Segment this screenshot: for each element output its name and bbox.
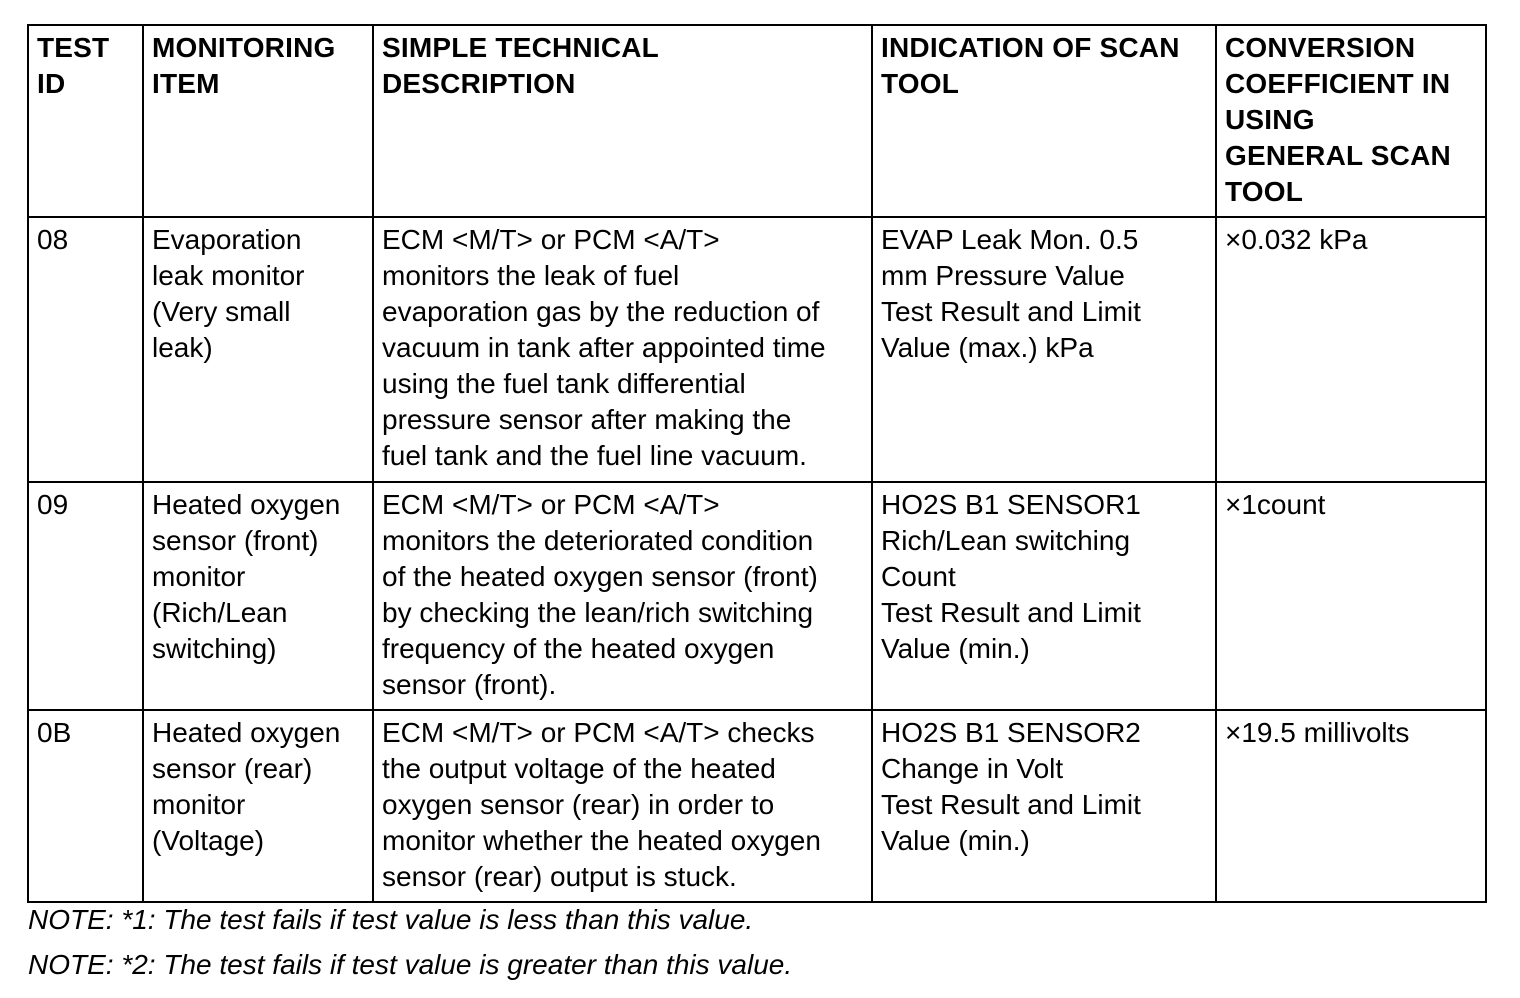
- cell-scan-tool-indication: HO2S B1 SENSOR2 Change in Volt Test Result and Limit Value (min.): [872, 710, 1216, 902]
- cell-conversion-coefficient: ×1count: [1216, 482, 1486, 710]
- notes-section: [28, 902, 1488, 992]
- cell-monitoring-item: Heated oxygen sensor (front) monitor (Rich/Lean switching): [143, 482, 373, 710]
- cell-scan-tool-indication: HO2S B1 SENSOR1 Rich/Lean switching Count Test Result and Limit Value (min.): [872, 482, 1216, 710]
- table-row: [28, 710, 1486, 902]
- header-test-id: TEST ID: [28, 25, 143, 217]
- cell-monitoring-item: Evaporation leak monitor (Very small leak): [143, 217, 373, 482]
- monitoring-spec-table: [27, 24, 1487, 903]
- cell-test-id: 0B: [28, 710, 143, 902]
- table-row: [28, 217, 1486, 482]
- cell-technical-description: ECM <M/T> or PCM <A/T> monitors the leak of fuel evaporation gas by the reduction of vacuum in tank after appointed time using the fuel tank differential pressure sensor after making the fuel tank and the fuel line vacuum.: [373, 217, 872, 482]
- cell-technical-description: ECM <M/T> or PCM <A/T> monitors the deteriorated condition of the heated oxygen sensor (front) by checking the lean/rich switching frequency of the heated oxygen sensor (front).: [373, 482, 872, 710]
- cell-conversion-coefficient: ×19.5 millivolts: [1216, 710, 1486, 902]
- cell-conversion-coefficient: ×0.032 kPa: [1216, 217, 1486, 482]
- note-2: NOTE: *2: The test fails if test value is greater than this value.: [28, 949, 793, 980]
- cell-test-id: 09: [28, 482, 143, 710]
- cell-scan-tool-indication: EVAP Leak Mon. 0.5 mm Pressure Value Test Result and Limit Value (max.) kPa: [872, 217, 1216, 482]
- cell-monitoring-item: Heated oxygen sensor (rear) monitor (Voltage): [143, 710, 373, 902]
- header-monitoring-item: MONITORING ITEM: [143, 25, 373, 217]
- table-row: [28, 482, 1486, 710]
- header-technical-description: SIMPLE TECHNICAL DESCRIPTION: [373, 25, 872, 217]
- table-header-row: [28, 25, 1486, 217]
- note-1: NOTE: *1: The test fails if test value is less than this value.: [28, 904, 754, 935]
- cell-technical-description: ECM <M/T> or PCM <A/T> checks the output voltage of the heated oxygen sensor (rear) in order to monitor whether the heated oxygen sensor (rear) output is stuck.: [373, 710, 872, 902]
- header-conversion-coefficient: CONVERSION COEFFICIENT IN USING GENERAL SCAN TOOL: [1216, 25, 1486, 217]
- cell-test-id: 08: [28, 217, 143, 482]
- header-scan-tool-indication: INDICATION OF SCAN TOOL: [872, 25, 1216, 217]
